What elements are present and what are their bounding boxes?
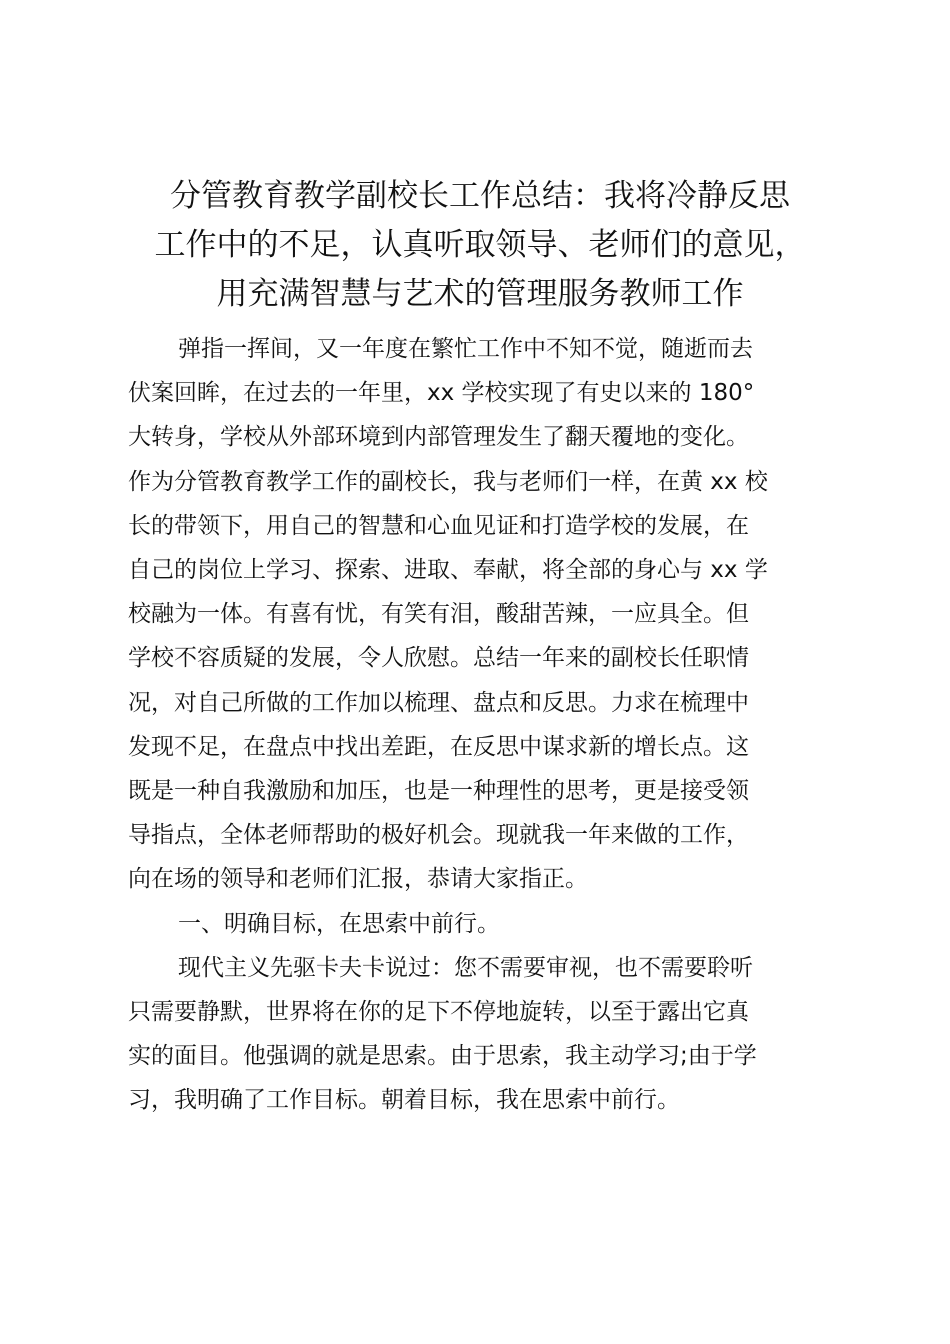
text-line: 发现不足，在盘点中找出差距，在反思中谋求新的增长点。这 [128,733,749,760]
heading-line: 一、明确目标，在思索中前行。 [178,910,500,937]
document-title [118,172,842,319]
text-line: 实的面目。他强调的就是思索。由于思索，我主动学习;由于学 [128,1043,757,1070]
document-body [128,327,848,1123]
text-line: 校融为一体。有喜有忧，有笑有泪，酸甜苦辣，一应具全。但 [128,601,749,628]
text-line: 作为分管教育教学工作的副校长，我与老师们一样，在黄 xx 校 [128,468,768,495]
section-paragraph [128,946,848,1123]
text-line: 自己的岗位上学习、探索、进取、奉献，将全部的身心与 xx 学 [128,557,768,584]
text-line: 大转身，学校从外部环境到内部管理发生了翻天覆地的变化。 [128,424,749,451]
text-line: 况，对自己所做的工作加以梳理、盘点和反思。力求在梳理中 [128,689,749,716]
text-line: 向在场的领导和老师们汇报，恭请大家指正。 [128,866,588,893]
text-line: 长的带领下，用自己的智慧和心血见证和打造学校的发展，在 [128,512,749,539]
text-line: 现代主义先驱卡夫卡说过：您不需要审视，也不需要聆听 [178,954,753,981]
title-line: 工作中的不足，认真听取领导、老师们的意见， [154,227,806,263]
title-line: 用充满智慧与艺术的管理服务教师工作 [216,276,744,312]
text-line: 习，我明确了工作目标。朝着目标，我在思索中前行。 [128,1087,680,1114]
intro-paragraph [128,327,848,902]
text-line: 弹指一挥间，又一年度在繁忙工作中不知不觉，随逝而去 [178,336,753,362]
text-line: 只需要静默，世界将在你的足下不停地旋转，以至于露出它真 [128,999,749,1026]
text-line: 学校不容质疑的发展，令人欣慰。总结一年来的副校长任职情 [128,645,749,672]
title-line: 分管教育教学副校长工作总结：我将冷静反思 [170,178,790,214]
text-line: 伏案回眸，在过去的一年里，xx 学校实现了有史以来的 180° [128,380,755,407]
text-line: 导指点，全体老师帮助的极好机会。现就我一年来做的工作， [128,822,749,849]
section-heading [128,902,848,946]
text-line: 既是一种自我激励和加压，也是一种理性的思考，更是接受领 [128,778,749,805]
